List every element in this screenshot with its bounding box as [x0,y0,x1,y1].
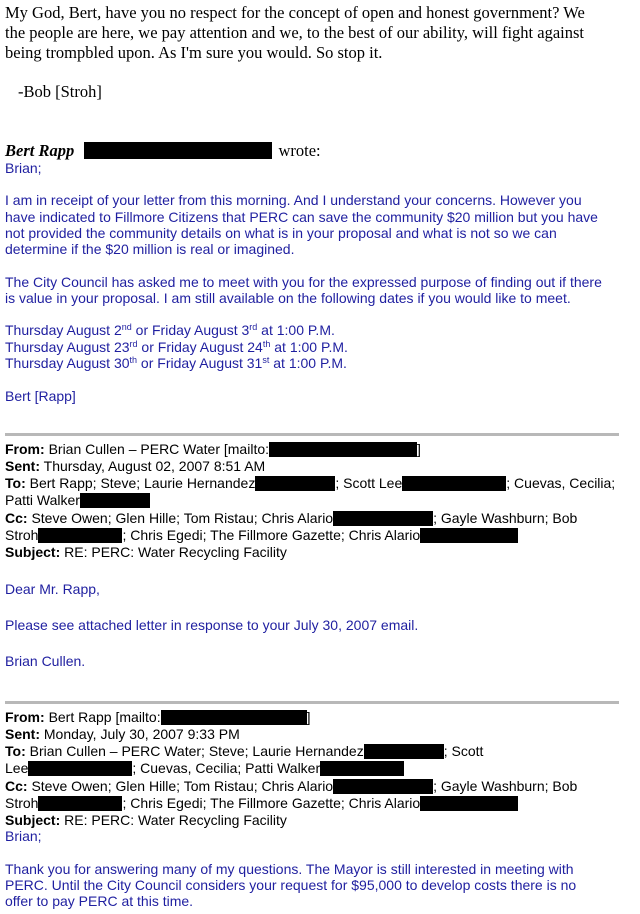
rapp-para1-line2: have indicated to Fillmore Citizens that PERC can save the community $20 million but you have [5,209,598,225]
email1-greeting: Dear Mr. Rapp, [5,581,100,597]
redacted-block [333,779,433,794]
email2-sent: Sent: Monday, July 30, 2007 9:33 PM [5,726,240,742]
email2-cc: Cc: Steve Owen; Glen Hille; Tom Ristau; Chris Alario ; Gayle Washburn; Bob [5,778,578,794]
email1-to-cont: Patti Walker [5,492,150,510]
email2-cc-cont: Stroh ; Chris Egedi; The Fillmore Gazette; Chris Alario [5,795,518,813]
redacted-block [161,710,307,725]
redacted-block [269,442,417,457]
stroh-reply-line-1: My God, Bert, have you no respect for the concept of open and honest government? We [5,3,585,22]
meeting-date-3: Thursday August 30th or Friday August 31st at 1:00 P.M. [5,355,347,371]
redacted-block [402,476,506,491]
email2-to-cont: Lee ; Cuevas, Cecilia; Patti Walker [5,760,404,778]
rapp-para2-line1: The City Council has asked me to meet with you for the expressed purpose of finding out if there [5,274,602,290]
email1-body: Please see attached letter in response to your July 30, 2007 email. [5,617,419,633]
stroh-signature: -Bob [Stroh] [18,82,102,101]
email1-cc: Cc: Steve Owen; Glen Hille; Tom Ristau; Chris Alario ; Gayle Washburn; Bob [5,510,578,526]
redacted-block [255,476,335,491]
email1-to: To: Bert Rapp; Steve; Laurie Hernandez ; Scott Lee ; Cuevas, Cecilia; [5,475,616,491]
rapp-greeting: Brian; [5,160,42,176]
email2-body-line1: Thank you for answering many of my questions. The Mayor is still interested in meeting with [5,861,574,877]
meeting-date-1: Thursday August 2nd or Friday August 3rd at 1:00 P.M. [5,322,335,338]
email2-to: To: Brian Cullen – PERC Water; Steve; Laurie Hernandez ; Scott [5,743,484,759]
email1-sent: Sent: Thursday, August 02, 2007 8:51 AM [5,458,266,474]
stroh-reply-line-2: the people are here, we pay attention and we, to the best of our ability, will fight against [5,23,584,42]
redacted-block [420,796,518,811]
stroh-reply-line-3: being trompbled upon. As I'm sure you would. So stop it. [5,43,383,62]
redacted-block [364,744,444,759]
email1-from: From: Brian Cullen – PERC Water [mailto: ] [5,441,421,457]
email2-subject: Subject: RE: PERC: Water Recycling Facility [5,812,287,828]
rapp-para1-line4: determine if the $20 million is real or imagined. [5,241,295,257]
redacted-block [38,528,122,543]
rapp-para1-line1: I am in receipt of your letter from this morning. And I understand your concerns. However you [5,192,582,208]
quote-author: Bert Rapp [5,141,75,160]
redacted-block [84,142,272,159]
redacted-block [38,796,122,811]
email1-subject: Subject: RE: PERC: Water Recycling Facility [5,544,287,560]
email-separator [5,433,619,436]
redacted-block [420,528,518,543]
redacted-block [80,493,150,508]
meeting-date-2: Thursday August 23rd or Friday August 24th at 1:00 P.M. [5,339,348,355]
redacted-block [320,761,404,776]
email2-from: From: Bert Rapp [mailto: ] [5,709,311,725]
rapp-para2-line2: is value in your proposal. I am still available on the following dates if you would like to meet. [5,290,571,306]
redacted-block [28,761,132,776]
email2-body-line2: PERC. Until the City Council considers your request for $95,000 to develop costs there is no [5,877,577,893]
rapp-para1-line3: not provided the community details on what is in your proposal and what is not so we can [5,225,557,241]
email1-cc-cont: Stroh ; Chris Egedi; The Fillmore Gazette; Chris Alario [5,527,518,545]
email-separator [5,701,619,704]
email1-sign: Brian Cullen. [5,653,86,669]
rapp-signoff: Bert [Rapp] [5,388,76,404]
quote-wrote: wrote: [278,141,321,160]
quote-header [5,141,321,160]
redacted-block [333,511,433,526]
email2-body-line3: offer to pay PERC at this time. [5,893,194,909]
email2-greeting: Brian; [5,828,42,844]
